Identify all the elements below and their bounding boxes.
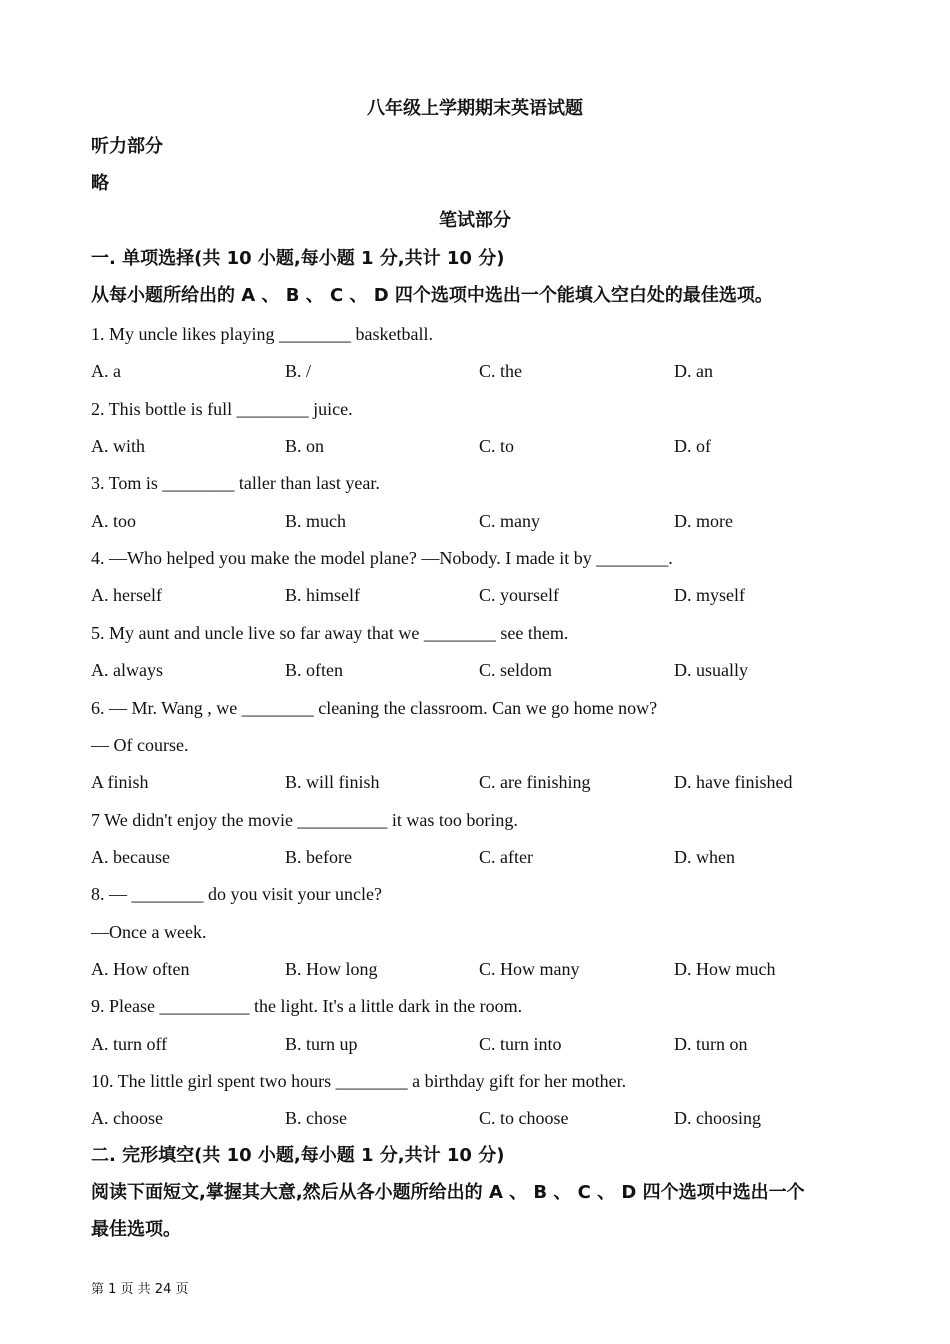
option-d: D. usually — [674, 660, 748, 680]
option-b: B. turn up — [285, 1034, 358, 1054]
question-stem-reply: — Of course. — [91, 735, 189, 755]
option-c: C. yourself — [479, 585, 559, 605]
option-c: C. turn into — [479, 1034, 562, 1054]
option-c: C. many — [479, 511, 540, 531]
option-a: A. turn off — [91, 1034, 168, 1054]
page-footer: 第 1 页 共 24 页 — [91, 1282, 189, 1297]
option-c: C. after — [479, 847, 533, 867]
option-b: B. / — [285, 361, 312, 381]
page-title: 八年级上学期期末英语试题 — [367, 98, 583, 119]
question-stem: 2. This bottle is full ________ juice. — [91, 399, 353, 419]
question-stem: 8. — ________ do you visit your uncle? — [91, 884, 382, 904]
option-b: B. before — [285, 847, 352, 867]
option-c: C. to choose — [479, 1108, 569, 1128]
section2-instruction-cont: 最佳选项。 — [91, 1219, 181, 1240]
option-b: B. often — [285, 660, 343, 680]
option-d: D. of — [674, 436, 711, 456]
option-a: A. herself — [91, 585, 162, 605]
option-c: C. How many — [479, 959, 580, 979]
question-stem: 1. My uncle likes playing ________ basketball. — [91, 324, 433, 344]
section1-heading: 一. 单项选择(共 10 小题,每小题 1 分,共计 10 分) — [91, 248, 505, 269]
option-d: D. an — [674, 361, 713, 381]
question-stem: 3. Tom is ________ taller than last year. — [91, 473, 380, 493]
question-stem: 7 We didn't enjoy the movie __________ it was too boring. — [91, 810, 518, 830]
question-stem: 5. My aunt and uncle live so far away that we ________ see them. — [91, 623, 569, 643]
option-a: A. a — [91, 361, 121, 381]
option-d: D. have finished — [674, 772, 793, 792]
option-a: A. because — [91, 847, 170, 867]
option-d: D. myself — [674, 585, 745, 605]
option-a: A. always — [91, 660, 163, 680]
listening-note: 略 — [91, 173, 109, 194]
question-stem-reply: —Once a week. — [91, 922, 207, 942]
option-b: B. How long — [285, 959, 378, 979]
question-stem: 4. —Who helped you make the model plane? —Nobody. I made it by ________. — [91, 548, 673, 568]
option-b: B. on — [285, 436, 325, 456]
option-b: B. himself — [285, 585, 360, 605]
option-c: C. the — [479, 361, 522, 381]
option-d: D. choosing — [674, 1108, 761, 1128]
option-a: A. choose — [91, 1108, 163, 1128]
option-a: A. with — [91, 436, 145, 456]
option-d: D. more — [674, 511, 733, 531]
option-b: B. much — [285, 511, 346, 531]
listening-heading: 听力部分 — [91, 136, 163, 157]
option-c: C. are finishing — [479, 772, 591, 792]
question-stem: 6. — Mr. Wang , we ________ cleaning the classroom. Can we go home now? — [91, 698, 658, 718]
question-stem: 10. The little girl spent two hours ________ a birthday gift for her mother. — [91, 1071, 627, 1091]
section2-heading: 二. 完形填空(共 10 小题,每小题 1 分,共计 10 分) — [91, 1145, 505, 1166]
option-b: B. chose — [285, 1108, 347, 1128]
option-a: A finish — [91, 772, 149, 792]
option-d: D. How much — [674, 959, 776, 979]
option-d: D. turn on — [674, 1034, 748, 1054]
section2-instruction: 阅读下面短文,掌握其大意,然后从各小题所给出的 A 、 B 、 C 、 D 四个选项中选出一个 — [91, 1182, 805, 1203]
section1-instruction: 从每小题所给出的 A 、 B 、 C 、 D 四个选项中选出一个能填入空白处的最佳选项。 — [91, 285, 773, 306]
option-b: B. will finish — [285, 772, 380, 792]
option-d: D. when — [674, 847, 735, 867]
option-c: C. to — [479, 436, 515, 456]
option-a: A. too — [91, 511, 136, 531]
written-heading: 笔试部分 — [439, 210, 511, 231]
question-stem: 9. Please __________ the light. It's a little dark in the room. — [91, 996, 523, 1016]
option-a: A. How often — [91, 959, 190, 979]
option-c: C. seldom — [479, 660, 553, 680]
